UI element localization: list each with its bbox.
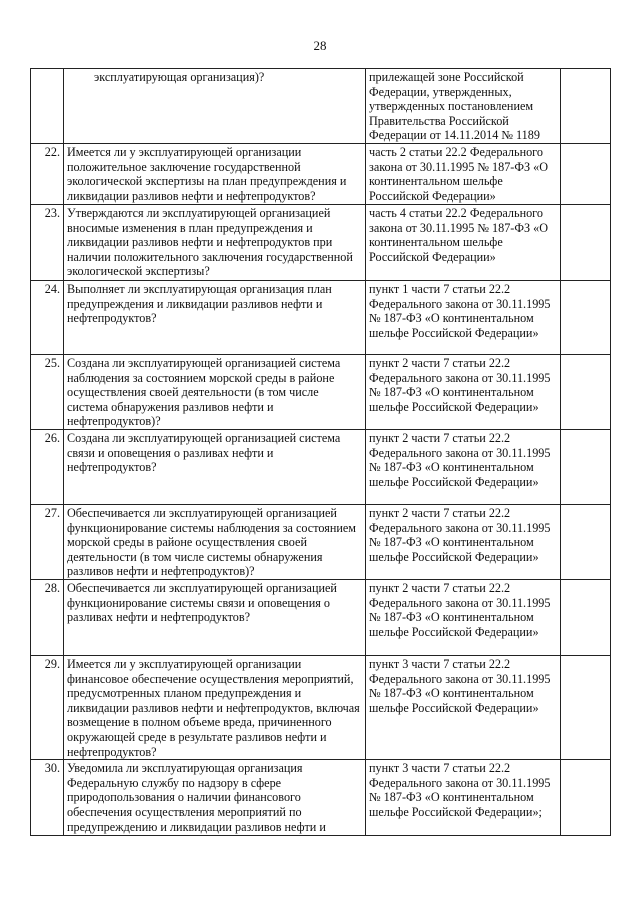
- legal-reference-cell: пункт 3 части 7 статьи 22.2 Федерального закона от 30.11.1995 № 187-ФЗ «О континентальном шельфе Российской Федерации»;: [366, 760, 561, 836]
- answer-cell: [561, 505, 611, 580]
- legal-reference-cell: пункт 3 части 7 статьи 22.2 Федерального закона от 30.11.1995 № 187-ФЗ «О континентальном шельфе Российской Федерации»: [366, 656, 561, 760]
- table-row: [31, 144, 611, 205]
- question-cell: Создана ли эксплуатирующей организацией система наблюдения за состоянием морской среды в районе осуществления своей деятельности (в том числе система обнаружения разливов нефти и нефтепродуктов)?: [64, 355, 366, 430]
- row-number: 23.: [31, 205, 64, 281]
- legal-reference-cell: пункт 1 части 7 статьи 22.2 Федерального закона от 30.11.1995 № 187-ФЗ «О континентальном шельфе Российской Федерации»: [366, 281, 561, 355]
- legal-reference-cell: часть 4 статьи 22.2 Федерального закона от 30.11.1995 № 187-ФЗ «О континентальном шельфе Российской Федерации»: [366, 205, 561, 281]
- legal-reference-cell: пункт 2 части 7 статьи 22.2 Федерального закона от 30.11.1995 № 187-ФЗ «О континентальном шельфе Российской Федерации»: [366, 430, 561, 505]
- legal-reference-cell: пункт 2 части 7 статьи 22.2 Федерального закона от 30.11.1995 № 187-ФЗ «О континентальном шельфе Российской Федерации»: [366, 505, 561, 580]
- row-number: 22.: [31, 144, 64, 205]
- table-row: [31, 430, 611, 505]
- legal-reference-cell: пункт 2 части 7 статьи 22.2 Федерального закона от 30.11.1995 № 187-ФЗ «О континентальном шельфе Российской Федерации»: [366, 580, 561, 656]
- question-cell: Уведомила ли эксплуатирующая организация Федеральную службу по надзору в сфере природопользования о наличии финансового обеспечения осуществления мероприятий по предупреждению и ликвидации разливов нефти и: [64, 760, 366, 836]
- table-row: [31, 69, 611, 144]
- legal-reference-cell: часть 2 статьи 22.2 Федерального закона от 30.11.1995 № 187-ФЗ «О континентальном шельфе Российской Федерации»: [366, 144, 561, 205]
- table-row: [31, 205, 611, 281]
- answer-cell: [561, 760, 611, 836]
- row-number: 25.: [31, 355, 64, 430]
- question-cell: Выполняет ли эксплуатирующая организация план предупреждения и ликвидации разливов нефти и нефтепродуктов?: [64, 281, 366, 355]
- answer-cell: [561, 430, 611, 505]
- row-number: 24.: [31, 281, 64, 355]
- legal-reference-cell: пункт 2 части 7 статьи 22.2 Федерального закона от 30.11.1995 № 187-ФЗ «О континентальном шельфе Российской Федерации»: [366, 355, 561, 430]
- page-number: 28: [313, 38, 327, 53]
- question-cell: Обеспечивается ли эксплуатирующей организацией функционирование системы наблюдения за состоянием морской среды в районе осуществления своей деятельности (в том числе системы обнаружения разливов нефти и нефтепродуктов)?: [64, 505, 366, 580]
- question-cell: Обеспечивается ли эксплуатирующей организацией функционирование системы связи и оповещения о разливах нефти и нефтепродуктов?: [64, 580, 366, 656]
- row-number: [31, 69, 64, 144]
- table-row: [31, 580, 611, 656]
- answer-cell: [561, 656, 611, 760]
- question-cell: Утверждаются ли эксплуатирующей организацией вносимые изменения в план предупреждения и ликвидации разливов нефти и нефтепродуктов при наличии положительного заключения государственной экологической экспертизы?: [64, 205, 366, 281]
- table-row: [31, 656, 611, 760]
- question-cell: Имеется ли у эксплуатирующей организации положительное заключение государственной экологической экспертизы на план предупреждения и ликвидации разливов нефти и нефтепродуктов?: [64, 144, 366, 205]
- answer-cell: [561, 281, 611, 355]
- answer-cell: [561, 144, 611, 205]
- question-cell: эксплуатирующая организация)?: [64, 69, 366, 144]
- table-row: [31, 355, 611, 430]
- table-row: [31, 760, 611, 836]
- answer-cell: [561, 205, 611, 281]
- answer-cell: [561, 69, 611, 144]
- legal-reference-cell: прилежащей зоне Российской Федерации, утвержденных, утвержденных постановлением Правительства Российской Федерации от 14.11.2014 № 1189: [366, 69, 561, 144]
- question-cell: Создана ли эксплуатирующей организацией система связи и оповещения о разливах нефти и нефтепродуктов?: [64, 430, 366, 505]
- answer-cell: [561, 580, 611, 656]
- row-number: 26.: [31, 430, 64, 505]
- row-number: 27.: [31, 505, 64, 580]
- checklist-table: [30, 68, 611, 836]
- row-number: 29.: [31, 656, 64, 760]
- question-cell: Имеется ли у эксплуатирующей организации финансовое обеспечение осуществления мероприятий, предусмотренных планом предупреждения и ликвидации разливов нефти и нефтепродуктов, включая возмещение в полном объеме вреда, причиненного окружающей среде в результате разливов нефти и нефтепродуктов?: [64, 656, 366, 760]
- answer-cell: [561, 355, 611, 430]
- row-number: 28.: [31, 580, 64, 656]
- table-row: [31, 281, 611, 355]
- row-number: 30.: [31, 760, 64, 836]
- table-row: [31, 505, 611, 580]
